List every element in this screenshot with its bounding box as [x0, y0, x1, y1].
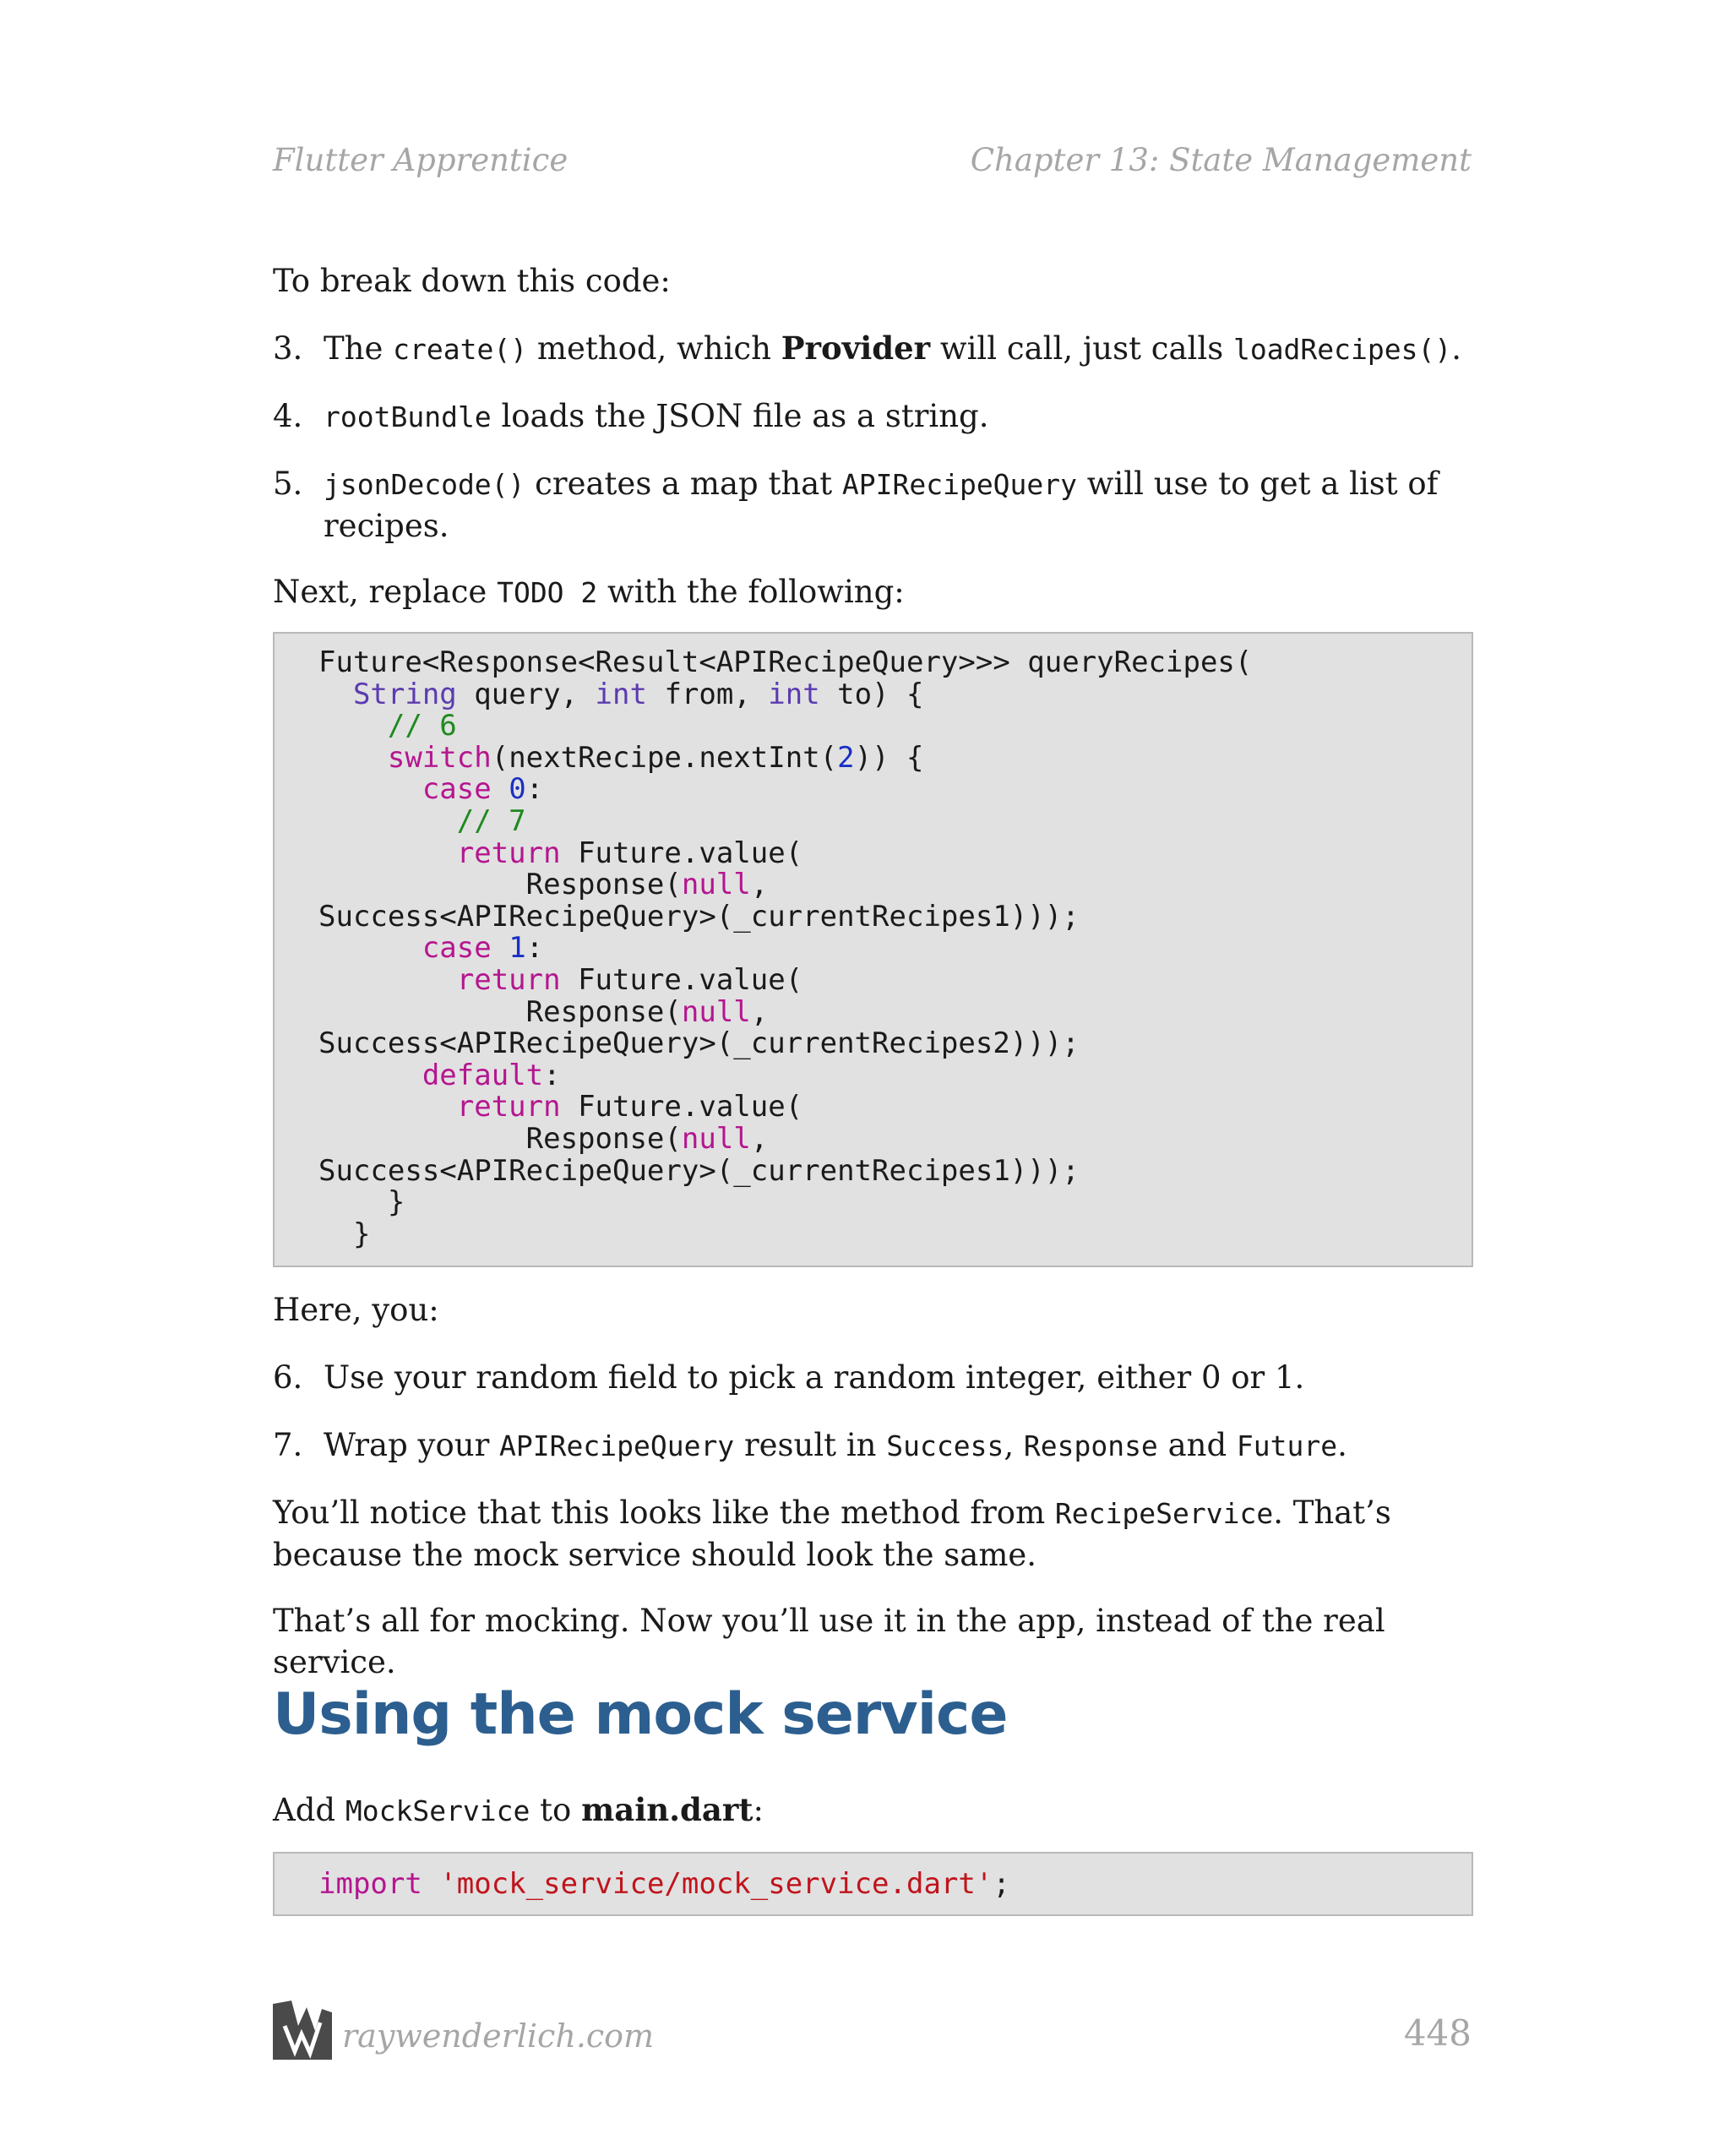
next-paragraph: Next, replace TODO 2 with the following: [273, 574, 905, 610]
code-line: Success<APIRecipeQuery>(_currentRecipes2))); [318, 1026, 1080, 1061]
code-listing [275, 647, 1472, 1250]
code-line: default: [422, 1058, 561, 1092]
code-line: switch(nextRecipe.nextInt(2)) { [387, 740, 924, 775]
chapter-title: Chapter 13: State Management [970, 142, 1472, 178]
code-block [273, 632, 1473, 1267]
code-line: Future<Response<Result<APIRecipeQuery>>> queryRecipes( [318, 645, 1253, 679]
list-text: rootBundle loads the JSON file as a string. [324, 398, 989, 434]
code-line: case 1: [422, 931, 544, 966]
code-line: Success<APIRecipeQuery>(_currentRecipes1))); [318, 899, 1080, 934]
here-paragraph: Here, you: [273, 1292, 439, 1328]
notice-paragraph: You’ll notice that this looks like the method from RecipeService. That’s because the mock service should look the same. [273, 1494, 1391, 1573]
code-line: } [318, 1185, 405, 1220]
code-line: Response(null, [318, 868, 769, 902]
code-line: case 0: [422, 772, 544, 807]
list-text: The create() method, which Provider will call, just calls loadRecipes(). [324, 329, 1461, 367]
list-text: Use your random field to pick a random integer, either 0 or 1. [324, 1359, 1305, 1396]
list-number: 5. [273, 466, 303, 502]
list-number: 6. [273, 1359, 303, 1396]
code-line: Response(null, [318, 1121, 769, 1156]
intro-paragraph: To break down this code: [273, 263, 671, 299]
page-number: 448 [1403, 2012, 1472, 2054]
code-line: } [318, 1217, 371, 1251]
list-text: jsonDecode() creates a map that APIRecipeQuery will use to get a list of recipes. [324, 466, 1439, 544]
list-number: 7. [273, 1427, 303, 1463]
list-number: 4. [273, 398, 303, 434]
footer-site[interactable]: raywenderlich.com [342, 2017, 655, 2055]
list-number: 3. [273, 330, 303, 367]
code-line: return Future.value( [456, 836, 803, 870]
code-line: Response(null, [318, 994, 769, 1029]
code-line: String query, int from, int to) { [352, 677, 924, 711]
book-title: Flutter Apprentice [273, 142, 569, 178]
code-line: Success<APIRecipeQuery>(_currentRecipes1))); [318, 1153, 1080, 1188]
import-code-block [273, 1852, 1473, 1916]
raywenderlich-logo-icon [273, 2001, 332, 2060]
code-line: // 6 [318, 709, 457, 743]
code-line: import 'mock_service/mock_service.dart'; [318, 1867, 1010, 1901]
mocking-summary-paragraph: That’s all for mocking. Now you’ll use it in the app, instead of the real service. [273, 1603, 1385, 1680]
add-paragraph: Add MockService to main.dart: [273, 1791, 764, 1828]
code-line: // 7 [318, 803, 526, 838]
code-line: return Future.value( [456, 962, 803, 997]
code-line: return Future.value( [456, 1090, 803, 1124]
section-heading: Using the mock service [273, 1681, 1008, 1748]
list-text: Wrap your APIRecipeQuery result in Success, Response and Future. [324, 1427, 1347, 1463]
